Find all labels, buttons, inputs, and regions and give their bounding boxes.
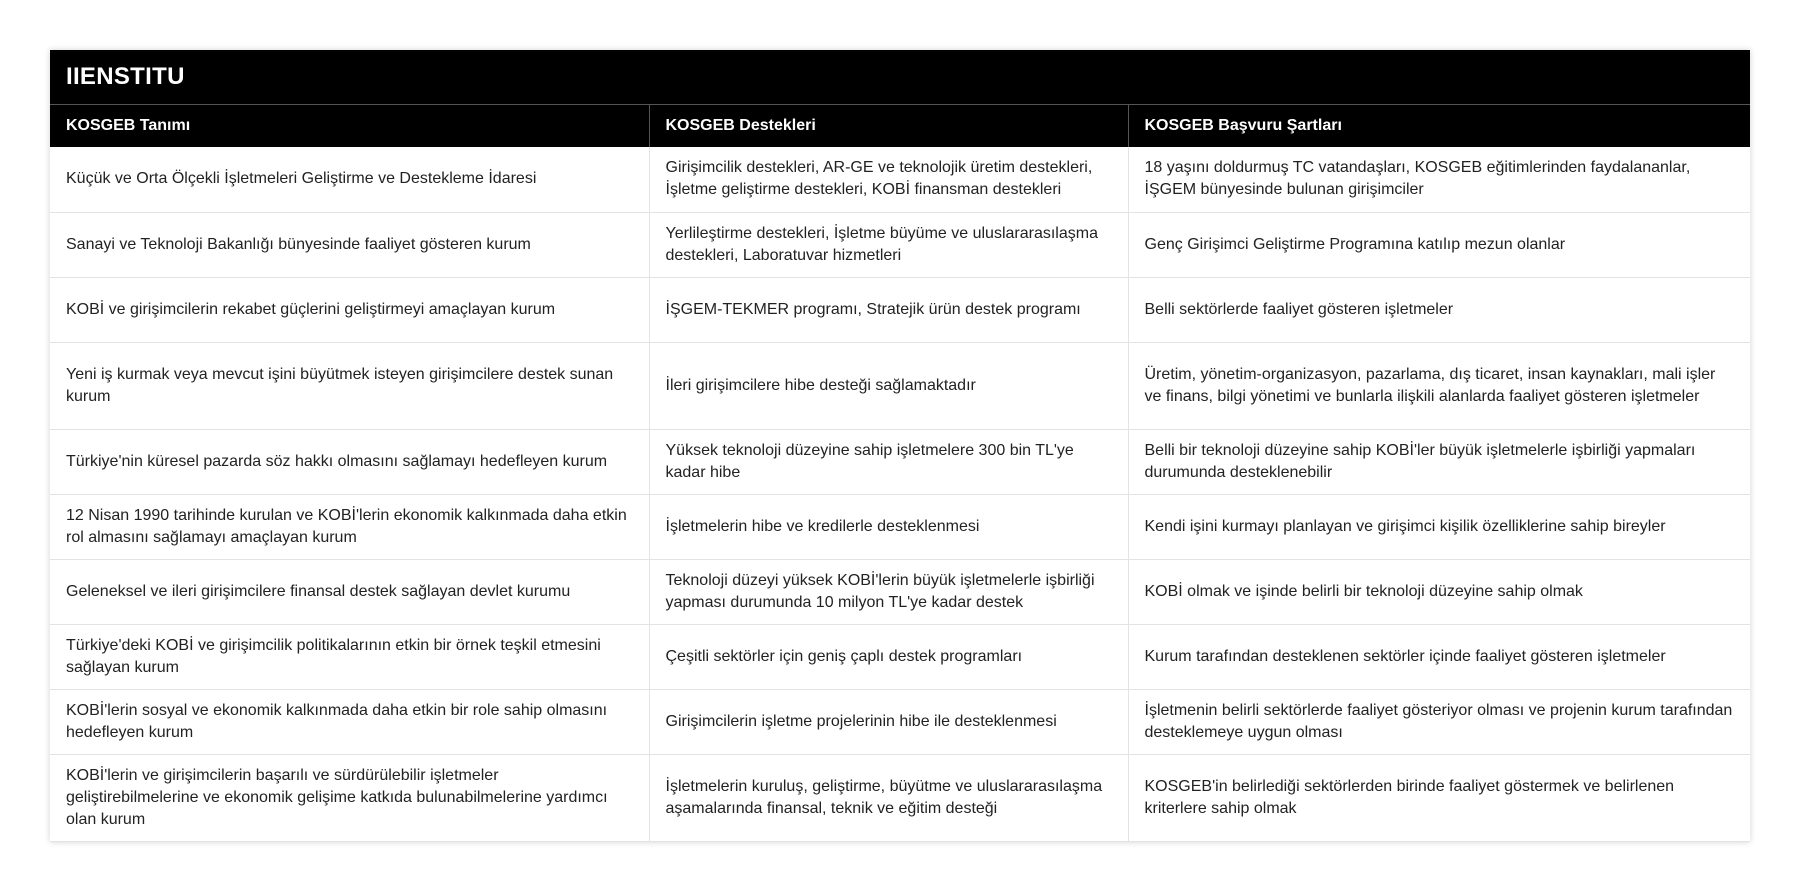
table-cell: KOBİ'lerin sosyal ve ekonomik kalkınmada daha etkin bir role sahip olmasını hedefleyen kurum bbox=[50, 689, 649, 754]
table-cell: İŞGEM-TEKMER programı, Stratejik ürün destek programı bbox=[649, 277, 1128, 342]
table-cell: 18 yaşını doldurmuş TC vatandaşları, KOSGEB eğitimlerinden faydalananlar, İŞGEM bünyesinde bulunan girişimciler bbox=[1128, 147, 1750, 212]
table-cell: Belli bir teknoloji düzeyine sahip KOBİ'ler büyük işletmelerle işbirliği yapmaları durumunda desteklenebilir bbox=[1128, 429, 1750, 494]
table-cell: KOBİ'lerin ve girişimcilerin başarılı ve sürdürülebilir işletmeler geliştirebilmelerine ve ekonomik gelişime katkıda bulunabilmelerine yardımcı olan kurum bbox=[50, 754, 649, 841]
table-body bbox=[50, 147, 1750, 841]
table-row bbox=[50, 494, 1750, 559]
table-cell: Geleneksel ve ileri girişimcilere finansal destek sağlayan devlet kurumu bbox=[50, 559, 649, 624]
content-card bbox=[50, 50, 1750, 842]
table-row bbox=[50, 429, 1750, 494]
table-row bbox=[50, 212, 1750, 277]
table-cell: Kurum tarafından desteklenen sektörler içinde faaliyet gösteren işletmeler bbox=[1128, 624, 1750, 689]
table-cell: İşletmenin belirli sektörlerde faaliyet gösteriyor olması ve projenin kurum tarafından desteklemeye uygun olması bbox=[1128, 689, 1750, 754]
table-cell: İleri girişimcilere hibe desteği sağlamaktadır bbox=[649, 342, 1128, 429]
table-header bbox=[50, 105, 1750, 147]
kosgeb-table bbox=[50, 105, 1750, 842]
table-row bbox=[50, 689, 1750, 754]
table-cell: KOSGEB'in belirlediği sektörlerden birinde faaliyet göstermek ve belirlenen kriterlere sahip olmak bbox=[1128, 754, 1750, 841]
table-row bbox=[50, 147, 1750, 212]
column-header-definition: KOSGEB Tanımı bbox=[50, 105, 649, 147]
table-cell: İşletmelerin kuruluş, geliştirme, büyütme ve uluslararasılaşma aşamalarında finansal, teknik ve eğitim desteği bbox=[649, 754, 1128, 841]
table-cell: Genç Girişimci Geliştirme Programına katılıp mezun olanlar bbox=[1128, 212, 1750, 277]
table-cell: Sanayi ve Teknoloji Bakanlığı bünyesinde faaliyet gösteren kurum bbox=[50, 212, 649, 277]
table-row bbox=[50, 754, 1750, 841]
table-cell: Girişimcilerin işletme projelerinin hibe ile desteklenmesi bbox=[649, 689, 1128, 754]
table-cell: Yüksek teknoloji düzeyine sahip işletmelere 300 bin TL'ye kadar hibe bbox=[649, 429, 1128, 494]
table-cell: Belli sektörlerde faaliyet gösteren işletmeler bbox=[1128, 277, 1750, 342]
column-header-requirements: KOSGEB Başvuru Şartları bbox=[1128, 105, 1750, 147]
table-row bbox=[50, 277, 1750, 342]
header-row bbox=[50, 105, 1750, 147]
table-cell: KOBİ olmak ve işinde belirli bir teknoloji düzeyine sahip olmak bbox=[1128, 559, 1750, 624]
table-cell: Türkiye'nin küresel pazarda söz hakkı olmasını sağlamayı hedefleyen kurum bbox=[50, 429, 649, 494]
table-cell: İşletmelerin hibe ve kredilerle desteklenmesi bbox=[649, 494, 1128, 559]
table-cell: Üretim, yönetim-organizasyon, pazarlama, dış ticaret, insan kaynakları, mali işler ve finans, bilgi yönetimi ve bunlarla ilişkili alanlarda faaliyet gösteren işletmeler bbox=[1128, 342, 1750, 429]
table-cell: Kendi işini kurmayı planlayan ve girişimci kişilik özelliklerine sahip bireyler bbox=[1128, 494, 1750, 559]
table-cell: 12 Nisan 1990 tarihinde kurulan ve KOBİ'lerin ekonomik kalkınmada daha etkin rol almasını sağlamayı amaçlayan kurum bbox=[50, 494, 649, 559]
table-cell: Yerlileştirme destekleri, İşletme büyüme ve uluslararasılaşma destekleri, Laboratuvar hizmetleri bbox=[649, 212, 1128, 277]
column-header-supports: KOSGEB Destekleri bbox=[649, 105, 1128, 147]
table-cell: Türkiye'deki KOBİ ve girişimcilik politikalarının etkin bir örnek teşkil etmesini sağlayan kurum bbox=[50, 624, 649, 689]
table-cell: Küçük ve Orta Ölçekli İşletmeleri Geliştirme ve Destekleme İdaresi bbox=[50, 147, 649, 212]
table-cell: Çeşitli sektörler için geniş çaplı destek programları bbox=[649, 624, 1128, 689]
table-row bbox=[50, 624, 1750, 689]
table-cell: KOBİ ve girişimcilerin rekabet güçlerini geliştirmeyi amaçlayan kurum bbox=[50, 277, 649, 342]
table-row bbox=[50, 342, 1750, 429]
table-cell: Yeni iş kurmak veya mevcut işini büyütmek isteyen girişimcilere destek sunan kurum bbox=[50, 342, 649, 429]
table-cell: Teknoloji düzeyi yüksek KOBİ'lerin büyük işletmelerle işbirliği yapması durumunda 10 milyon TL'ye kadar destek bbox=[649, 559, 1128, 624]
table-cell: Girişimcilik destekleri, AR-GE ve teknolojik üretim destekleri, İşletme geliştirme destekleri, KOBİ finansman destekleri bbox=[649, 147, 1128, 212]
brand-title: IIENSTITU bbox=[50, 50, 1750, 105]
table-row bbox=[50, 559, 1750, 624]
